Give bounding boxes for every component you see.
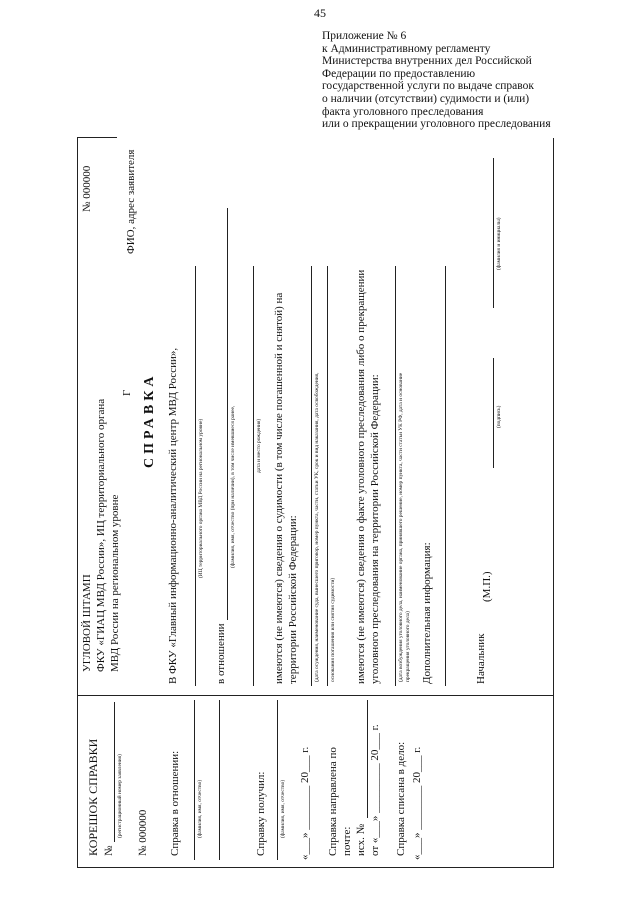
name-hint: (фамилия и инициалы) [496, 217, 502, 270]
additional-info: Дополнительная информация: [421, 542, 433, 684]
certificate-title: СПРАВКА [142, 372, 157, 468]
stub-outgoing: исх. № [355, 823, 367, 856]
stamp-line-1: УГЛОВОЙ ШТАМП [81, 574, 93, 672]
stub-from-date: от «___» _________ 20___ г. [369, 724, 381, 856]
stub-blank-line [219, 700, 220, 860]
name-line [493, 158, 494, 308]
conviction-line-1 [273, 248, 286, 684]
corner-mark: Г [121, 389, 133, 396]
stub-fio-hint-2: (фамилия, имя, отчество) [280, 779, 286, 838]
frame-top-line [77, 138, 78, 868]
stub-issued-for: Справка в отношении: [169, 750, 181, 856]
rotated-form [77, 138, 553, 868]
appendix-line: факта уголовного преследования [322, 105, 484, 118]
conviction-line-2: территории Российской Федерации: [287, 515, 299, 684]
frame-left-line [77, 867, 553, 868]
conviction-hint-1: (дата осуждения, наименование суда, вынесшего приговор, номер пункта, части, статьи УК, срок и вид наказания, дата освобождения, [314, 372, 320, 682]
frame-bottom-line [553, 138, 554, 868]
appendix-line: государственной услуги по выдаче справок [322, 80, 534, 93]
stub-reg-hint: (регистрационный номер заявления) [117, 754, 123, 838]
regarding-line [227, 208, 228, 620]
ic-line [195, 266, 196, 686]
birth-hint: дата и место рождения) [256, 418, 262, 473]
ic-hint: (ИЦ территориального органа МВД России на региональном уровне) [198, 418, 204, 578]
frame-right-mark [77, 137, 117, 138]
prosecution-hint-2: прекращения уголовного дела) [405, 611, 411, 682]
stub-title: КОРЕШОК СПРАВКИ [86, 738, 100, 856]
stub-fio-hint: (фамилия, имя, отчество) [197, 779, 203, 838]
stub-outgoing-line [367, 700, 368, 818]
prosecution-fill-line [395, 266, 396, 686]
appendix-header [322, 30, 590, 131]
prosecution-line-2: уголовного преследования на территории Российской Федерации: [369, 374, 381, 684]
fio-address: ФИО, адрес заявителя [125, 149, 137, 254]
appendix-line: или о прекращении уголовного преследования [322, 118, 551, 131]
stub-fio-line [194, 700, 195, 860]
conviction-fill-line [311, 266, 312, 686]
signature-hint: (подпись) [496, 405, 502, 428]
stub-sent-line-2: почте: [341, 826, 353, 856]
conviction-text-1: имеются (не имеются) сведения о судимости (в том числе погашенной и снятой) на [273, 292, 285, 684]
appendix-line: к Административному регламенту [322, 42, 491, 55]
prosecution-line-1: имеются (не имеются) сведения о факте уголовного преследования либо о прекращении [355, 269, 367, 684]
certificate-number: № 000000 [81, 165, 93, 212]
prosecution-hint-1: (дата возбуждения уголовного дела, наименование органа, принявшего решение, номер пункта, части статьи УК РФ, дата и основание [398, 372, 404, 682]
appendix-line: Федерации по предоставлению [322, 67, 476, 80]
head-label: Начальник [475, 633, 487, 684]
stamp-line-3: МВД России на региональном уровне [109, 494, 121, 672]
stub-number: № 000000 [137, 809, 149, 856]
birth-line [253, 266, 254, 686]
fio-hint: (фамилия, имя, отчество (при наличии), в том числе имевшиеся ранее, [230, 405, 236, 568]
appendix-line: о наличии (отсутствии) судимости и (или) [322, 92, 530, 105]
page-number: 45 [314, 6, 326, 20]
stub-received-line [277, 700, 278, 860]
stub-archived: Справка списана в дело: [395, 741, 407, 856]
regarding-label: в отношении [215, 623, 227, 684]
conviction-hint-2: основания погашения или снятия судимости) [330, 577, 336, 682]
stub-received: Справку получил: [255, 771, 267, 856]
conviction-fill-line-2 [327, 266, 328, 686]
addressee-line: В ФКУ «Главный информационно-аналитический центр МВД России», [167, 347, 179, 684]
stub-reg-line [114, 702, 115, 842]
appendix-line: Министерства внутренних дел Российской [322, 55, 532, 68]
stub-date-1: «___» ________ 20___ г. [299, 746, 311, 860]
stub-no-sign: № [103, 845, 115, 856]
stub-date-2: «___» ________ 20___ г. [411, 746, 423, 860]
appendix-line: Приложение № 6 [322, 30, 407, 42]
stub-divider [77, 695, 553, 696]
stub-sent-line-1: Справка направлена по [327, 747, 339, 856]
additional-line [445, 266, 446, 686]
signature-line [493, 358, 494, 468]
seal-mark: (М.П.) [481, 571, 493, 602]
stamp-line-2: ФКУ «ГИАЦ МВД России», ИЦ территориального органа [95, 398, 107, 672]
